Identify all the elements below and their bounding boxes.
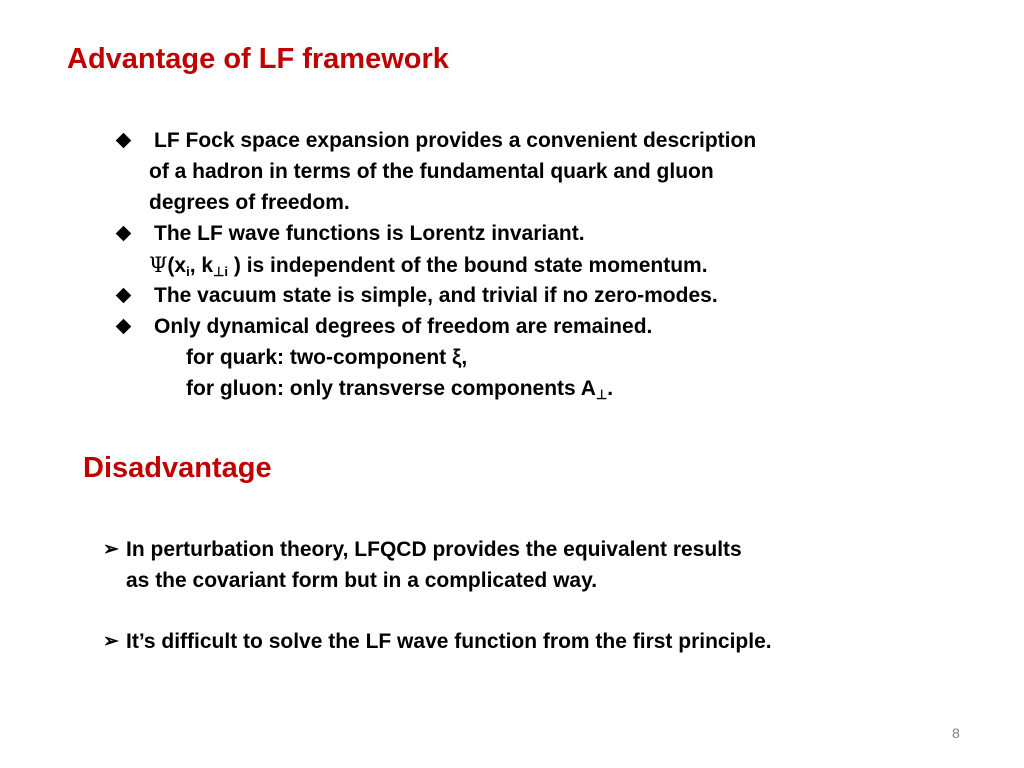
advantage-2-line-2: $\Psi(x_i$, $k_{\perp i}$ ) is independent of the bound state momentum.: [149, 253, 708, 279]
psi-symbol: Ψ: [149, 253, 168, 277]
arrow-bullet-icon: ➢: [103, 539, 119, 560]
advantage-1-line-2: of a hadron in terms of the fundamental quark and gluon: [149, 160, 714, 183]
diamond-bullet-icon: [116, 319, 132, 335]
advantage-1-line-3: degrees of freedom.: [149, 191, 350, 214]
advantage-4-line-1: Only dynamical degrees of freedom are remained.: [154, 315, 653, 338]
advantage-3-line-1: The vacuum state is simple, and trivial if no zero-modes.: [154, 284, 718, 307]
disadvantage-1-line-1: In perturbation theory, LFQCD provides the equivalent results: [126, 538, 742, 561]
advantage-2-line-1: The LF wave functions is Lorentz invariant.: [154, 222, 585, 245]
slide-title: Advantage of LF framework: [67, 43, 449, 75]
diamond-bullet-icon: [116, 133, 132, 149]
disadvantage-heading: Disadvantage: [83, 452, 272, 484]
advantage-1-line-1: LF Fock space expansion provides a convenient description: [154, 129, 757, 152]
diamond-bullet-icon: [116, 288, 132, 304]
disadvantage-1-line-2: as the covariant form but in a complicated way.: [126, 569, 598, 592]
diamond-bullet-icon: [116, 226, 132, 242]
disadvantage-2-line-1: It’s difficult to solve the LF wave function from the first principle.: [126, 630, 772, 653]
arrow-bullet-icon: ➢: [103, 631, 119, 652]
advantage-4-line-2: for quark: two-component ξ,: [186, 346, 468, 369]
advantage-4-line-3: for gluon: only transverse components $A_\perp$.: [186, 377, 614, 402]
page-number: 8: [952, 725, 960, 741]
